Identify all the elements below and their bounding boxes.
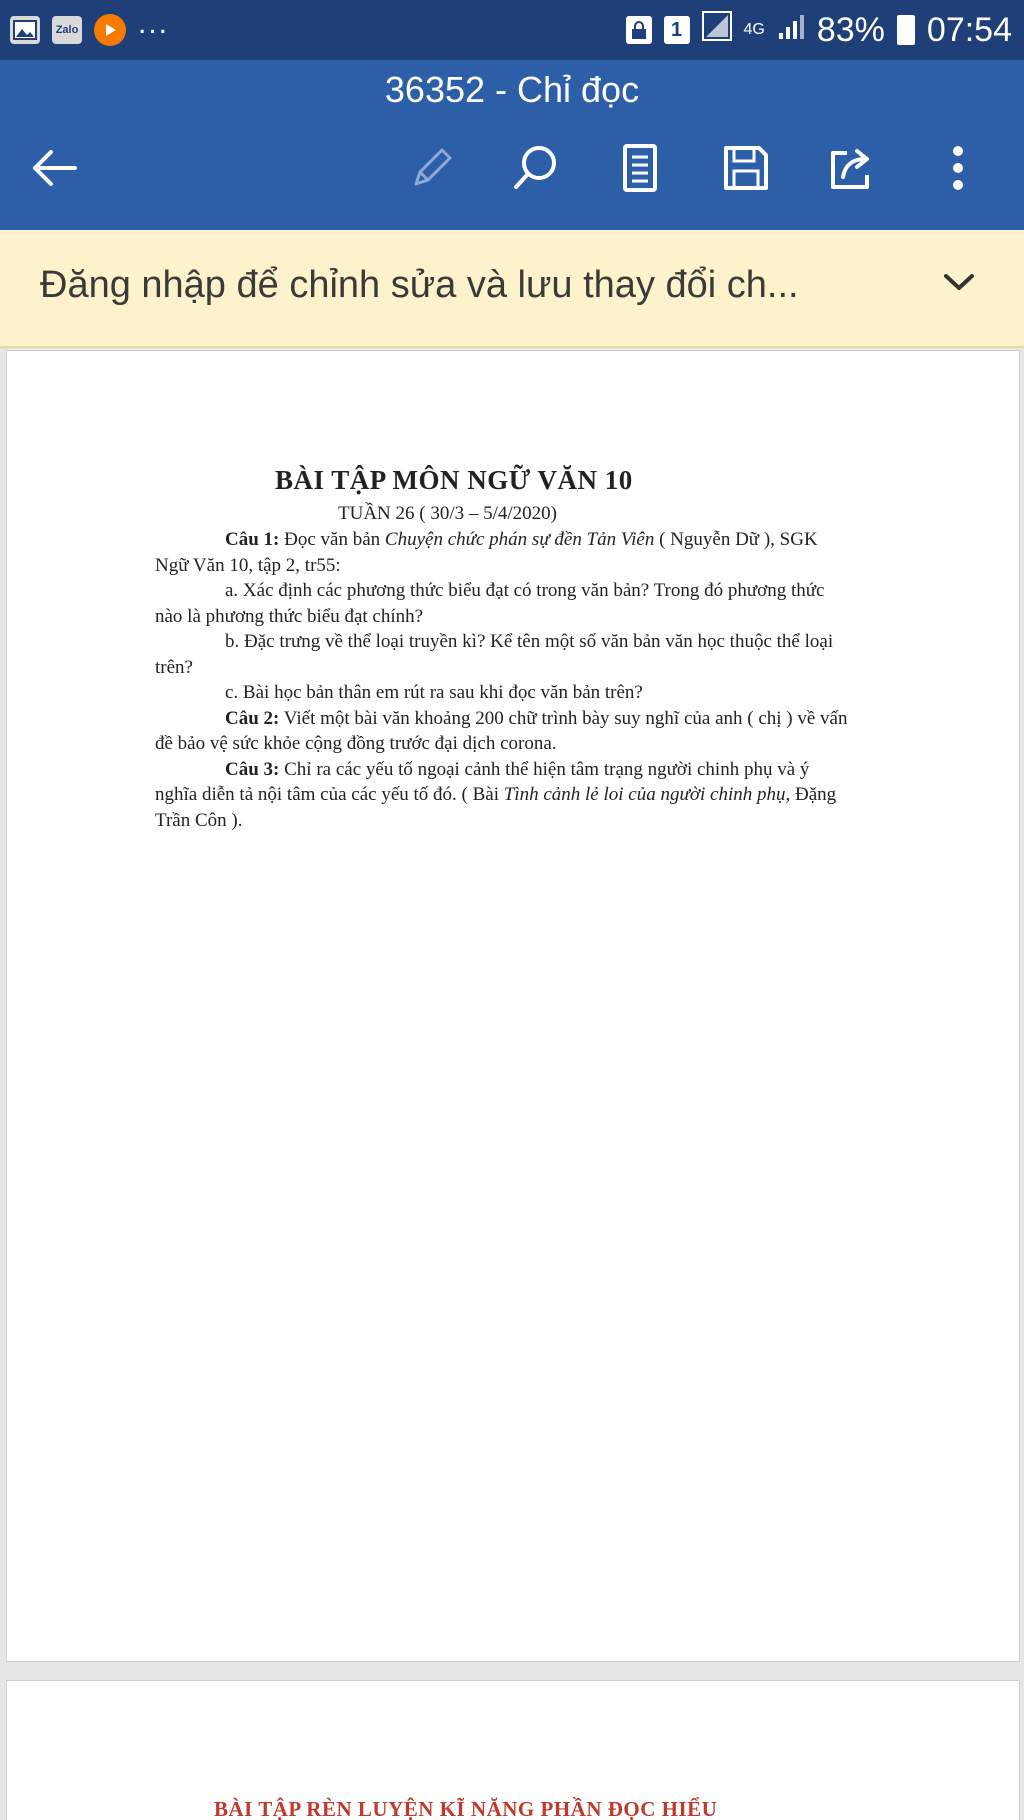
- document-page-1: [6, 350, 1020, 1662]
- document-body: [155, 527, 855, 833]
- more-options-button[interactable]: [930, 140, 986, 196]
- battery-percent: 83%: [816, 10, 885, 49]
- question-2: Câu 2: Viết một bài văn khoảng 200 chữ trình bày suy nghĩ của anh ( chị ) về vấn đề bảo vệ sức khỏe cộng đồng trước đại dịch corona.: [155, 707, 848, 754]
- sim-icon: 1: [664, 16, 690, 44]
- gallery-icon: [10, 16, 40, 44]
- share-icon: [827, 143, 877, 193]
- zalo-icon: Zalo: [52, 16, 82, 44]
- question-1a: a. Xác định các phương thức biểu đạt có trong văn bản? Trong đó phương thức nào là phương thức biểu đạt chính?: [155, 580, 825, 627]
- cell-signal-icon: [777, 11, 805, 50]
- video-player-icon: [94, 14, 126, 46]
- document-title: 36352 - Chỉ đọc: [384, 69, 640, 110]
- battery-icon: [897, 15, 915, 45]
- search-button[interactable]: [508, 140, 564, 196]
- more-notifications-icon: ...: [138, 7, 170, 40]
- save-icon: [721, 143, 771, 193]
- question-1: Câu 1: Đọc văn bản Chuyện chức phán sự đền Tản Viên ( Nguyễn Dữ ), SGK Ngữ Văn 10, tập 2, tr55:: [155, 529, 818, 576]
- save-button[interactable]: [718, 140, 774, 196]
- reading-view-icon: [620, 143, 660, 193]
- document-page-2: [6, 1680, 1020, 1820]
- app-bar: [0, 60, 1024, 230]
- sign-in-banner[interactable]: [0, 230, 1024, 348]
- back-icon: [29, 148, 79, 188]
- more-icon: [950, 143, 966, 193]
- wifi-signal-icon: [702, 11, 732, 50]
- question-1b: b. Đặc trưng về thể loại truyền kì? Kể tên một số văn bản văn học thuộc thể loại trên?: [155, 631, 834, 678]
- back-button[interactable]: [26, 140, 82, 196]
- status-bar: [0, 0, 1024, 60]
- lock-icon: [626, 16, 652, 44]
- expand-banner-button[interactable]: [942, 270, 976, 299]
- network-type: 4G: [743, 21, 765, 38]
- banner-message: Đăng nhập để chỉnh sửa và lưu thay đổi ch...: [40, 264, 799, 306]
- question-1c: c. Bài học bản thân em rút ra sau khi đọc văn bản trên?: [225, 682, 643, 703]
- edit-button[interactable]: [404, 140, 460, 196]
- chevron-down-icon: [942, 270, 976, 294]
- page-2-heading: BÀI TẬP RÈN LUYỆN KĨ NĂNG PHẦN ĐỌC HIỂU: [214, 1797, 718, 1820]
- share-button[interactable]: [824, 140, 880, 196]
- search-icon: [511, 143, 561, 193]
- clock: 07:54: [926, 10, 1012, 49]
- document-content: [155, 351, 855, 1651]
- edit-icon: [408, 144, 456, 192]
- reading-view-button[interactable]: [612, 140, 668, 196]
- document-subheading: TUẦN 26 ( 30/3 – 5/4/2020): [338, 503, 558, 524]
- question-3: Câu 3: Chỉ ra các yếu tố ngoại cảnh thể hiện tâm trạng người chinh phụ và ý nghĩa diễn tả nội tâm của các yếu tố đó. ( Bài Tình cảnh lẻ loi của người chinh phụ, Đặng Trần Côn ).: [155, 758, 837, 831]
- document-heading: BÀI TẬP MÔN NGỮ VĂN 10: [275, 465, 633, 495]
